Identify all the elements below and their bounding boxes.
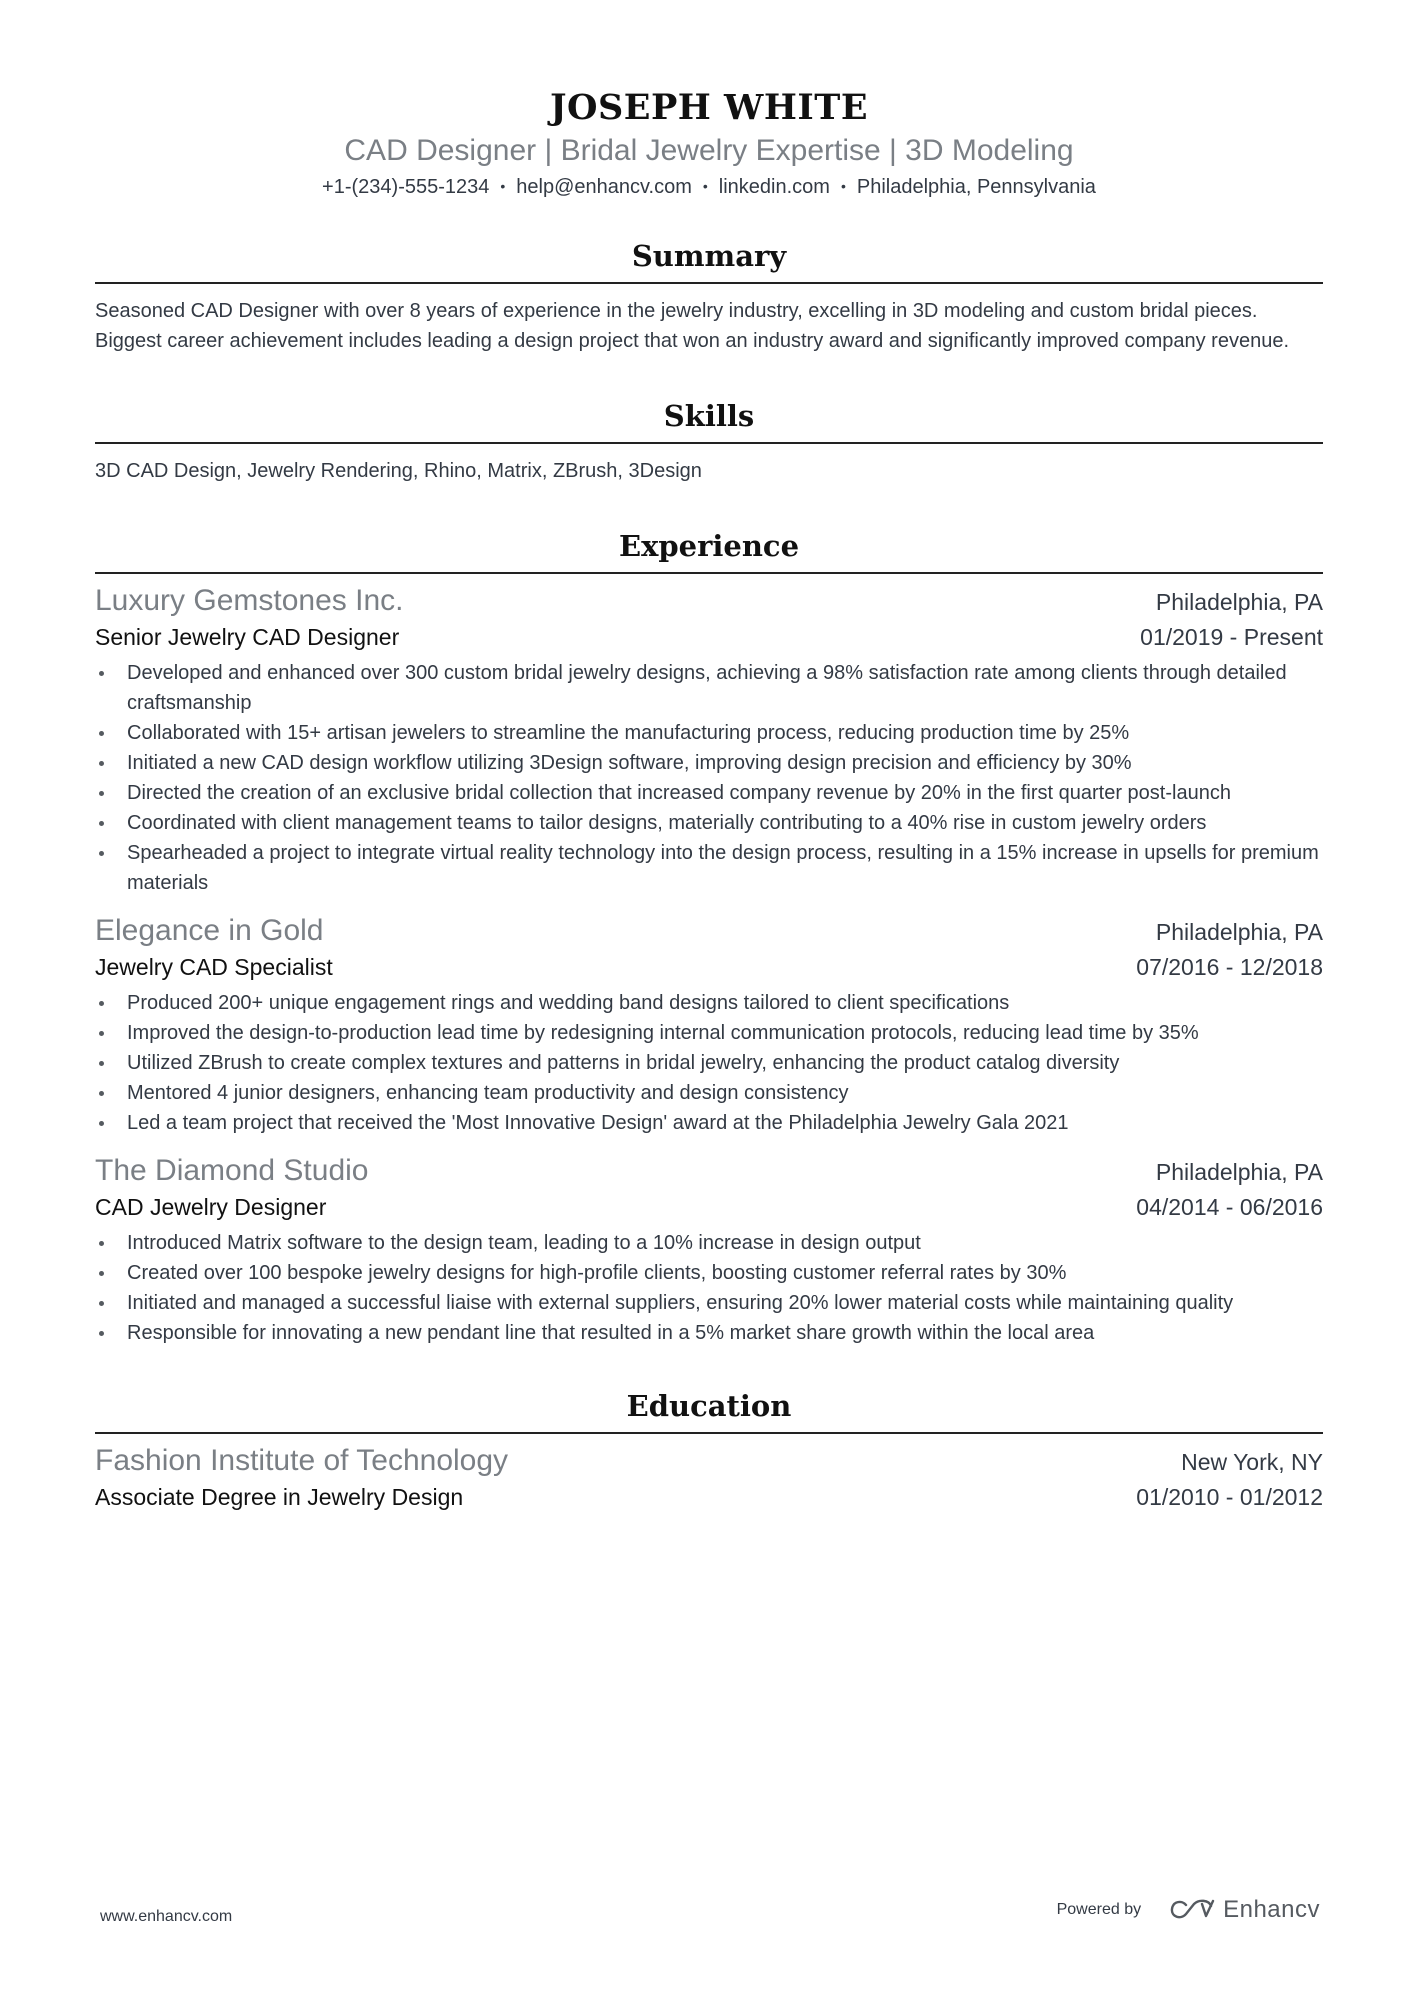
entry-header-row	[95, 1152, 1323, 1190]
enhancv-brand-name[interactable]: Enhancv	[1223, 1896, 1320, 1923]
achievement-item: Developed and enhanced over 300 custom bridal jewelry designs, achieving a 98% satisfaction rate among clients through detailed craftsmanship	[95, 658, 1323, 718]
experience-entry	[95, 912, 1323, 1138]
entry-role-row	[95, 620, 1323, 654]
achievement-list	[95, 1228, 1323, 1348]
contact-phone: +1-(234)-555-1234	[322, 176, 490, 198]
candidate-name: JOSEPH WHITE	[549, 87, 869, 128]
school-name: Fashion Institute of Technology	[95, 1444, 509, 1477]
contact-linkedin[interactable]: linkedin.com	[718, 176, 830, 198]
achievement-item: Directed the creation of an exclusive bridal collection that increased company revenue by 20% in the first quarter post-launch	[95, 778, 1323, 808]
contact-line	[95, 172, 1323, 201]
achievement-item: Improved the design-to-production lead time by redesigning internal communication protocols, reducing lead time by 35%	[95, 1018, 1323, 1048]
job-location: Philadelphia, PA	[1155, 919, 1323, 945]
entry-role-row	[95, 1190, 1323, 1224]
achievement-item: Led a team project that received the 'Most Innovative Design' award at the Philadelphia Jewelry Gala 2021	[95, 1108, 1323, 1138]
achievement-item: Initiated a new CAD design workflow utilizing 3Design software, improving design precision and efficiency by 30%	[95, 748, 1323, 778]
achievement-item: Spearheaded a project to integrate virtual reality technology into the design process, resulting in a 15% increase in upsells for premium materials	[95, 838, 1323, 898]
section-title-summary: Summary	[95, 236, 1323, 284]
achievement-item: Responsible for innovating a new pendant line that resulted in a 5% market share growth within the local area	[95, 1318, 1323, 1348]
contact-separator: •	[840, 178, 846, 194]
education-dates: 01/2010 - 01/2012	[1136, 1484, 1323, 1510]
footer-website-link[interactable]: www.enhancv.com	[100, 1908, 233, 1925]
experience-entry	[95, 582, 1323, 898]
achievement-list	[95, 988, 1323, 1138]
summary-section	[95, 236, 1323, 356]
resume-content	[95, 0, 1323, 1514]
job-title: CAD Jewelry Designer	[95, 1194, 327, 1220]
company-name: Elegance in Gold	[95, 914, 324, 947]
skills-text: 3D CAD Design, Jewelry Rendering, Rhino, Matrix, ZBrush, 3Design	[95, 460, 702, 482]
job-title: Senior Jewelry CAD Designer	[95, 624, 400, 650]
entry-header-row	[95, 912, 1323, 950]
job-dates: 04/2014 - 06/2016	[1136, 1194, 1323, 1220]
skills-section	[95, 396, 1323, 486]
achievement-item: Utilized ZBrush to create complex textures and patterns in bridal jewelry, enhancing the product catalog diversity	[95, 1048, 1323, 1078]
entry-role-row	[95, 950, 1323, 984]
job-location: Philadelphia, PA	[1155, 1159, 1323, 1185]
achievement-item: Created over 100 bespoke jewelry designs for high-profile clients, boosting customer referral rates by 30%	[95, 1258, 1323, 1288]
company-name: The Diamond Studio	[95, 1154, 369, 1187]
entry-header-row	[95, 1442, 1323, 1480]
section-title-skills: Skills	[95, 396, 1323, 444]
section-title-experience: Experience	[95, 526, 1323, 574]
achievement-item: Collaborated with 15+ artisan jewelers to streamline the manufacturing process, reducing production time by 25%	[95, 718, 1323, 748]
education-section	[95, 1386, 1323, 1514]
contact-email[interactable]: help@enhancv.com	[516, 176, 692, 198]
company-name: Luxury Gemstones Inc.	[95, 584, 404, 617]
experience-entry	[95, 1152, 1323, 1348]
entry-degree-row	[95, 1480, 1323, 1514]
section-title-education: Education	[95, 1386, 1323, 1434]
education-entry	[95, 1442, 1323, 1514]
job-dates: 07/2016 - 12/2018	[1136, 954, 1323, 980]
achievement-item: Introduced Matrix software to the design team, leading to a 10% increase in design output	[95, 1228, 1323, 1258]
contact-separator: •	[500, 178, 506, 194]
achievement-list	[95, 658, 1323, 898]
resume-header	[95, 86, 1323, 201]
achievement-item: Initiated and managed a successful liaise with external suppliers, ensuring 20% lower material costs while maintaining quality	[95, 1288, 1323, 1318]
job-location: Philadelphia, PA	[1155, 589, 1323, 615]
powered-by-label: Powered by	[1056, 1901, 1142, 1918]
experience-section	[95, 526, 1323, 1348]
school-location: New York, NY	[1181, 1449, 1323, 1475]
achievement-item: Produced 200+ unique engagement rings and wedding band designs tailored to client specifications	[95, 988, 1323, 1018]
degree-name: Associate Degree in Jewelry Design	[95, 1484, 464, 1510]
enhancv-logo-icon	[1169, 1897, 1215, 1923]
footer-branding	[1057, 1896, 1320, 1924]
achievement-item: Mentored 4 junior designers, enhancing team productivity and design consistency	[95, 1078, 1323, 1108]
job-title: Jewelry CAD Specialist	[95, 954, 333, 980]
contact-separator: •	[702, 178, 708, 194]
summary-text: Seasoned CAD Designer with over 8 years of experience in the jewelry industry, excelling in 3D modeling and custom bridal pieces. Biggest career achievement includes leading a design project that won an industry award and significantly improved company revenue.	[95, 300, 1290, 352]
contact-location: Philadelphia, Pennsylvania	[856, 176, 1096, 198]
achievement-item: Coordinated with client management teams to tailor designs, materially contributing to a 40% rise in custom jewelry orders	[95, 808, 1323, 838]
entry-header-row	[95, 582, 1323, 620]
job-dates: 01/2019 - Present	[1140, 624, 1323, 650]
candidate-headline: CAD Designer | Bridal Jewelry Expertise | 3D Modeling	[344, 134, 1074, 167]
